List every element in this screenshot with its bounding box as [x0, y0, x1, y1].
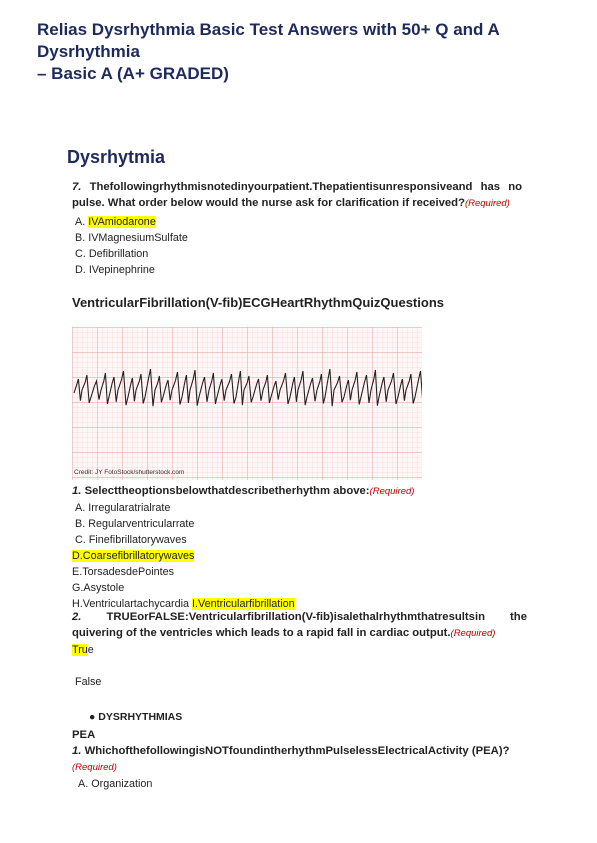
- question-2-text: [72, 609, 527, 642]
- required-tag: (Required): [464, 198, 510, 209]
- question-body: Thefollowingrhythmisnotedinyourpatient.Thepatientisunresponsiveand has no pulse. What order below would the nurse ask for clarification if received?: [72, 181, 522, 209]
- option-i: I.Ventricularfibrillation: [192, 598, 295, 610]
- required-tag: (Required): [369, 486, 415, 497]
- option-d[interactable]: D.Coarsefibrillatorywaves: [72, 550, 195, 562]
- vfib-heading: VentricularFibrillation(V-fib)ECGHeartRhythmQuizQuestions: [72, 295, 444, 310]
- question-7: [72, 179, 522, 278]
- option-b[interactable]: B. Regularventricularrate: [75, 518, 195, 530]
- question-7-text: [72, 179, 522, 212]
- ecg-graphic: [72, 327, 422, 480]
- option-b-text: IVMagnesiumSulfate: [88, 232, 188, 244]
- section-title: Dysrhytmia: [67, 147, 166, 167]
- option-d[interactable]: D. IVepinephrine: [75, 264, 155, 276]
- dysrhythmias-bullet: ● DYSRHYTHMIAS: [89, 711, 183, 723]
- pea-heading: PEA: [72, 729, 96, 741]
- title-line-1: Relias Dysrhythmia Basic Test Answers with 50+ Q and A: [37, 20, 500, 39]
- option-b[interactable]: B. IVMagnesiumSulfate: [75, 232, 188, 244]
- option-a[interactable]: A. Organization: [78, 778, 153, 790]
- ecg-credit: Credit: JY FotoStock/shutterstock.com: [74, 469, 185, 476]
- option-a-text: IVAmiodarone: [88, 216, 156, 228]
- bullet-icon: ●: [89, 711, 96, 723]
- required-tag: (Required): [72, 762, 117, 773]
- title-line-2: Dysrhythmia: [37, 42, 140, 61]
- question-number: 2.: [72, 611, 82, 623]
- option-c-text: Defibrillation: [88, 248, 149, 260]
- question-body: WhichofthefollowingisNOTfoundintherhythmPulselessElectricalActivity (PEA)?: [84, 745, 510, 757]
- option-c[interactable]: C. Finefibrillatorywaves: [75, 534, 187, 546]
- question-number: 1.: [72, 745, 82, 757]
- question-2-true-false: [72, 609, 527, 690]
- option-h: H.Ventriculartachycardia: [72, 598, 190, 610]
- option-g[interactable]: G.Asystole: [72, 582, 125, 594]
- document-title: [37, 19, 577, 85]
- required-tag: (Required): [450, 628, 496, 639]
- option-true[interactable]: True: [72, 644, 94, 656]
- question-body: TRUEorFALSE:Ventricularfibrillation(V-fib)isalethalrhythmthatresultsin the quivering of the ventricles which leads to a rapid fall in cardiac output.: [72, 611, 527, 639]
- option-false[interactable]: False: [75, 676, 102, 688]
- question-number: 7.: [72, 181, 82, 193]
- option-a[interactable]: A. IVAmiodarone: [75, 216, 156, 228]
- question-1-text: [72, 483, 532, 500]
- question-1-rhythm: [72, 483, 532, 612]
- title-line-3: – Basic A (A+ GRADED): [37, 64, 229, 83]
- option-e[interactable]: E.TorsadesdePointes: [72, 566, 175, 578]
- ecg-strip-image: [72, 327, 422, 480]
- question-body: Selecttheoptionsbelowthatdescribetherhythm above:: [84, 485, 370, 497]
- option-d-text: IVepinephrine: [88, 264, 155, 276]
- question-pea: [72, 743, 532, 792]
- question-number: 1.: [72, 485, 82, 497]
- question-pea-text: [72, 743, 532, 776]
- option-a[interactable]: A. Irregularatrialrate: [75, 502, 171, 514]
- option-c[interactable]: C. Defibrillation: [75, 248, 149, 260]
